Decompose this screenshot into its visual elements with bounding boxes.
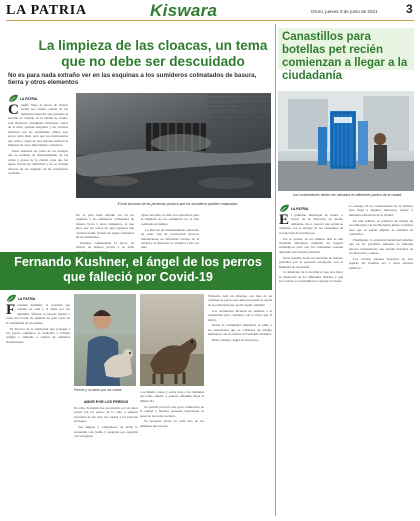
story3-source-tag: LA PATRIA bbox=[17, 296, 36, 301]
story1-column-3 bbox=[141, 213, 199, 250]
story3-headline: Fernando Kushner, el ángel de los perros que falleció por Covid-19 bbox=[14, 255, 262, 284]
story1-col2-paragraph: Estamos comenzando la época de lluvias de manera previa y se debe bbox=[76, 241, 134, 250]
story3-col4-paragraph: Los voluntarios hicieron un llamado a la solidaridad para continuar con la labor que él inició. bbox=[208, 308, 272, 322]
leaf-icon bbox=[6, 294, 17, 304]
column-divider bbox=[275, 24, 276, 516]
story2-photo bbox=[278, 91, 414, 191]
story2-col1-paragraph: Estas botellas serán recolectadas de manera periódica por el personal encargado, con la finalidad de reciclarlas. bbox=[279, 255, 343, 269]
story1-column-4 bbox=[207, 93, 270, 247]
story3-subhead: AMOR POR LOS PERROS bbox=[83, 400, 129, 404]
story2-col2-paragraph: Finalmente, la autoridad municipal informó que en las próximas semanas se sumarán nuevos contenedores que estarán ubicados en los mercados y plazas. bbox=[349, 237, 413, 256]
story2-col2-paragraph: Los vecinos pueden depositar en este espacio las botellas pet y otros envases plásticos. bbox=[349, 256, 413, 270]
story3-col5-paragraph: Desde la comunidad animalista se pidió a las autoridades que se construya un refugio municipal con el nombre de Fernando Kushner. bbox=[208, 323, 272, 337]
story3-col3-paragraph: Su partida provocó una gran conmoción en la ciudad y muchas personas expresaron su pesar en las redes sociales. bbox=[140, 404, 204, 418]
story3-col3-paragraph: a su misma causa, y sobre todo a los animales que tanto amaba, a quienes defendió hasta el último día. bbox=[140, 390, 204, 403]
man-with-dog-icon bbox=[74, 294, 136, 386]
story3-photo bbox=[74, 294, 136, 386]
story2-column-2 bbox=[349, 204, 413, 516]
story3-col1-paragraph: El director de la fundación que protegía a los perros callejeros se dedicaba a brindar refugio y alimento a cientos de animales abandonados. bbox=[6, 326, 70, 344]
masthead-rule bbox=[6, 20, 414, 21]
leaf-icon bbox=[279, 204, 290, 214]
story1-headline: La limpieza de las cloacas, un tema que no debe ser descuidado bbox=[38, 38, 268, 69]
story3-photo-2 bbox=[140, 294, 204, 386]
story3-column-3 bbox=[140, 390, 204, 516]
story2-column-1 bbox=[279, 204, 343, 516]
story2-dropcap: E bbox=[279, 212, 290, 228]
story1-col1-paragraph: uando llega la época de lluvias recién nos damos cuenta de las múltiples falencias que presenta el sistema de drenaje en la ciudad de Oruro, está mostrado claramente diferentes zonas de la urbe, quedan anegadas y los vecinos molestos con las autoridades ediles, esta época sería ideal para que los funcionarios que están a cargo de este sistema realicen la limpieza de estos importantes conductos. bbox=[8, 103, 68, 148]
story3-col3-paragraph: Su recuerdo vivirá en cada uno de los animales que rescató. bbox=[140, 419, 204, 428]
story2-col2-paragraph: La entrega de los contenedores en su primera fase llegó a algunos mercados, plazas y unidades educativas de la ciudad. bbox=[349, 204, 413, 217]
story1-source-tag: LA PATRIA bbox=[19, 96, 38, 101]
story3-column-2 bbox=[74, 406, 138, 516]
story2-source-tag: LA PATRIA bbox=[290, 206, 309, 211]
story3-col4-paragraph: Fernando deja un albergue con más de un centenar de perros que ahora necesitan la ayuda de la población para poder seguir adelante. bbox=[208, 294, 272, 307]
story2-photo-caption: Los contenedores deben ser ubicados en diferentes puntos de la ciudad bbox=[292, 193, 402, 197]
story1-col2-paragraph: No es para nada extraño ver en las esquinas a los sumideros colmatados de basura, tierra y otros elementos, lo que hace que los restos de agua generen una cavidad donde vierten las aguas residuales de los domicilios. bbox=[76, 213, 134, 240]
story1-col4-paragraph: Se tiene que tomar conciencia de este problema. bbox=[207, 126, 270, 136]
story3-col2-paragraph: En vida, Fernando fue reconocido por su labor social con los perros de la calle, a quienes rescataba de las vías, los curaba y les buscaba un hogar. bbox=[74, 406, 138, 424]
story2-col1-paragraph: l gobierno municipal de Oruro, a través de la dirección de medio ambiente, dio a conocer que recién se comenzó con la entrega de los canastillos de recolección de botellas pet. bbox=[279, 213, 343, 235]
story1-photo-caption: El mal accionar de las personas provoca que los sumideros queden colapsados bbox=[117, 202, 238, 206]
story2-col2-paragraph: En este sentido, se realizará un trabajo de coordinación con las diferentes juntas vecinales para que se pueda ampliar la cantidad de canastillos. bbox=[349, 218, 413, 237]
story3-col1-paragraph: ernando Kushner, el activista que cambió su vida y el amor por los animales, falleció el pasado martes a causa del Covid-19, dejando un gran vacío en la comunidad de rescatistas. bbox=[6, 303, 70, 325]
leaf-icon bbox=[8, 94, 19, 104]
story1-col4-paragraph: Lamentablemente, en cada esquina se puede ver que no se le da el trato adecuado a las cloacas que los vecinos arrojan basura. bbox=[207, 112, 270, 126]
story2-col1-paragraph: Por lo pronto, en los últimos días se han instalado diferentes unidades en lugares estratégicos para que los ciudadanos puedan depositar sus botellas plásticas. bbox=[279, 236, 343, 254]
story1-col1-paragraph: Estos deberían ser parte de los trabajos que se realizan de mantenimiento de las calles y plazas de la ciudad, para que las aguas corran sin dificultad y no se formen charcos en las esquinas de las principales avenidas. bbox=[8, 148, 68, 176]
story3-col2-paragraph: Sus amigos y compañeros de lucha lo recuerdan con cariño y aseguran que seguirán con su legado. bbox=[74, 425, 138, 439]
story2-headline: Canastillos para botellas pet recién comienzan a llegar a la ciudadanía bbox=[282, 31, 408, 82]
story1-col3-paragraph: aguas servidas, es más, los operativos para la limpieza de los sumideros no se han realizado en tiempo. bbox=[141, 213, 199, 226]
story1-dropcap: C bbox=[8, 102, 19, 118]
masthead-page-number: 3 bbox=[406, 2, 413, 16]
masthead-section-name: Kiswara bbox=[150, 1, 218, 20]
recycling-bin-icon bbox=[278, 91, 414, 191]
dog-icon bbox=[140, 294, 204, 386]
masthead-dateline: Oruro, jueves 3 de junio de 2021 bbox=[311, 9, 378, 14]
story1-col3-paragraph: La falta de un mantenimiento adecuado de estas vías de evacuación provoca inundaciones en diferentes barrios de la ciudad y la situación se complica cada vez más. bbox=[141, 227, 199, 250]
story2-col1-paragraph: La intención de la alcaldía es que esta labor se desarrolle en los diferentes distritos y que los vecinos se acostumbren a separar la basura. bbox=[279, 270, 343, 284]
story1-column-2 bbox=[76, 213, 134, 250]
story1-subheadline: No es para nada extraño ver en las esquinas a los sumideros colmatados de basura, tierra y otros elementos bbox=[8, 72, 257, 87]
story3-photo-caption: Fercho y su amor por los canes bbox=[74, 388, 122, 392]
story3-col5-paragraph: Hasta siempre, ángel de los perros. bbox=[212, 337, 259, 342]
masthead-paper-name: LA PATRIA bbox=[6, 3, 87, 18]
story3-column-1 bbox=[6, 294, 70, 516]
masthead bbox=[0, 0, 420, 31]
story3-dropcap: F bbox=[6, 302, 16, 318]
story1-col4-paragraph: obsoleto sistema de evacuación de aguas, está funcionando todas sus limitaciones y se debe de todo trabajo de limpieza para evitar los daños que provoca el agua. bbox=[207, 93, 270, 111]
story3-column-4 bbox=[208, 294, 272, 516]
story1-column-1 bbox=[8, 94, 68, 246]
